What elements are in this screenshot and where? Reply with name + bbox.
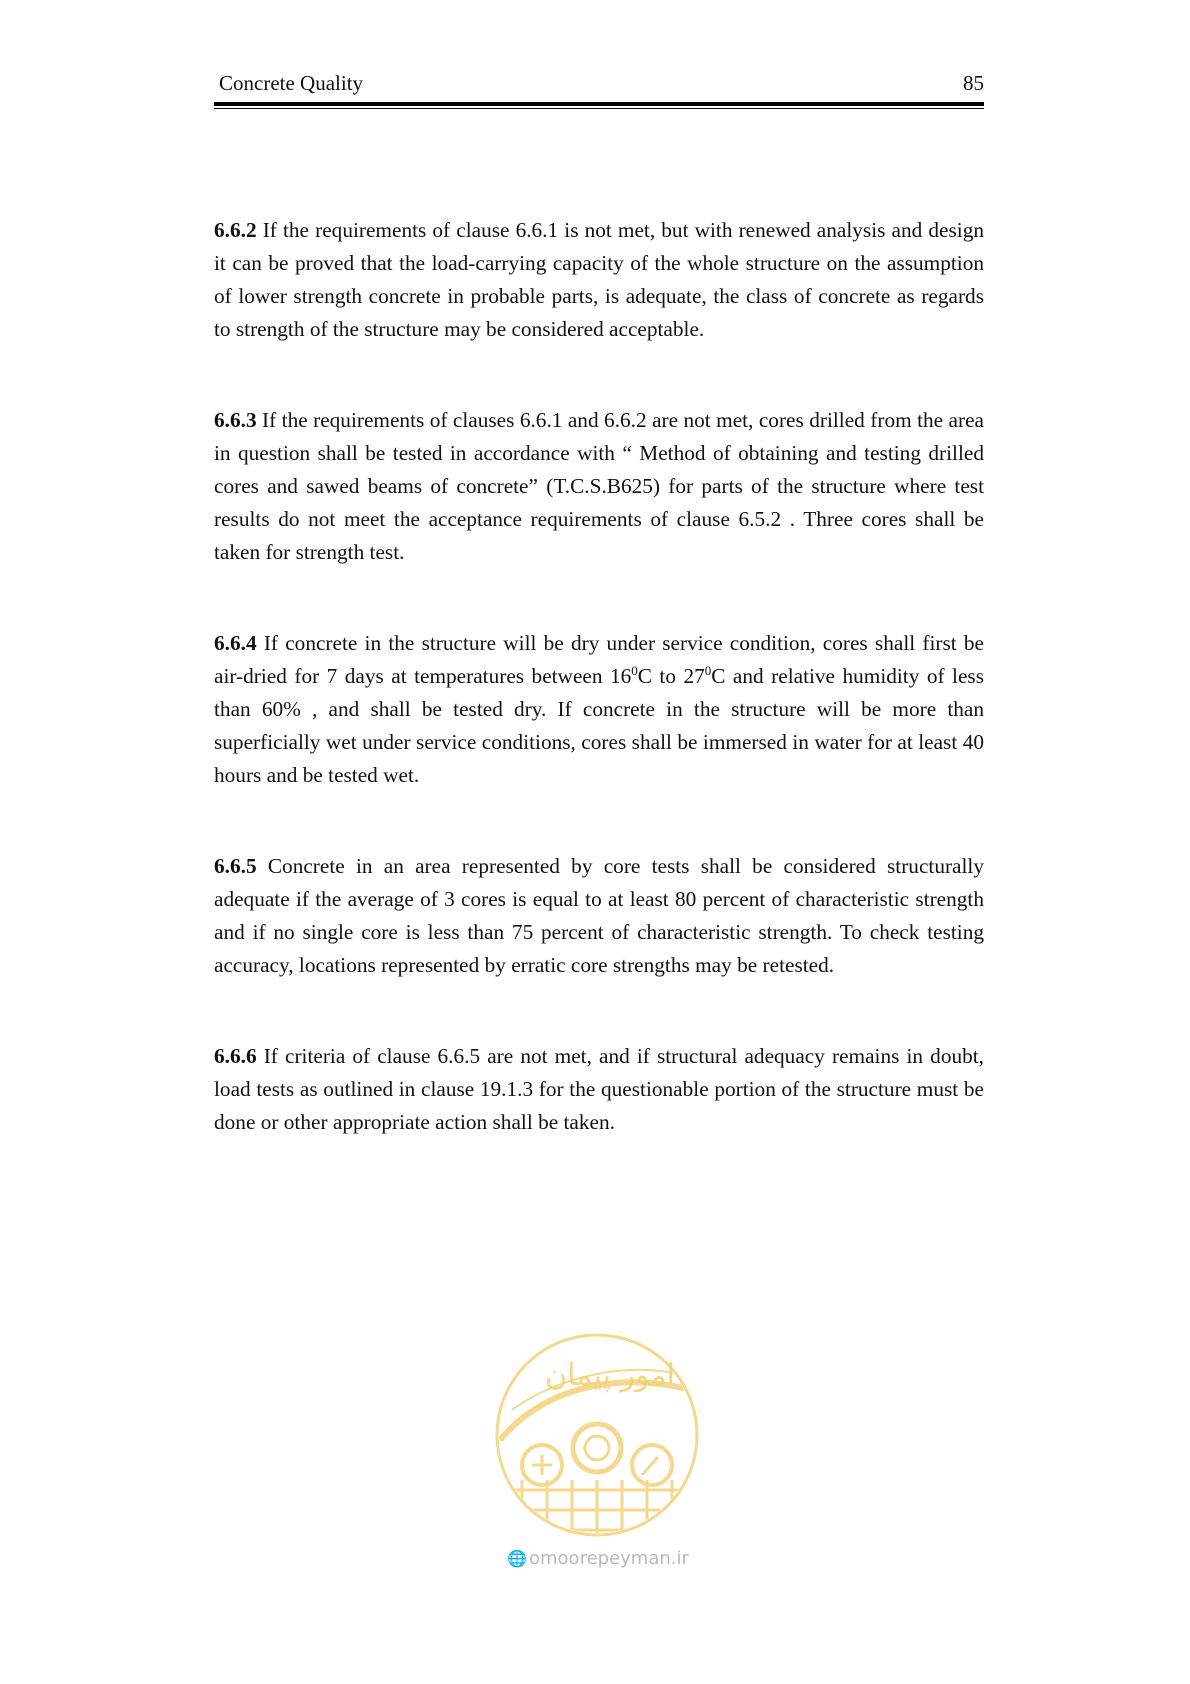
watermark-logo-text: امور پیمان	[545, 1358, 675, 1393]
clause-number: 6.6.5	[214, 854, 257, 878]
clause-6-6-3	[214, 404, 984, 569]
watermark-url-text: omoorepeyman.ir	[529, 1548, 689, 1569]
header-rule-thin	[214, 108, 984, 109]
globe-icon: 🌐	[507, 1549, 527, 1568]
page-header	[214, 70, 984, 96]
clause-6-6-6	[214, 1040, 984, 1139]
watermark-logo	[492, 1330, 702, 1540]
watermark-url	[480, 1548, 716, 1569]
clause-text: If the requirements of clauses 6.6.1 and 6.6.2 are not met, cores drilled from the area in question shall be tested in accordance with “ Method of obtaining and testing drilled cores and sawed beams of concrete” (T.C.S.B625) for parts of the structure where test results do not meet the acceptance requirements of clause 6.5.2 . Three cores shall be taken for strength test.	[214, 408, 984, 564]
clause-6-6-5	[214, 850, 984, 982]
clause-number: 6.6.4	[214, 631, 257, 655]
clause-number: 6.6.2	[214, 218, 257, 242]
clause-text-part: If concrete in the structure will be dry under service condition, cores shall first be air-dried for 7 days at temperatures between 16	[214, 631, 984, 688]
clause-number: 6.6.6	[214, 1044, 257, 1068]
clause-text: If criteria of clause 6.6.5 are not met, and if structural adequacy remains in doubt, load tests as outlined in clause 19.1.3 for the questionable portion of the structure must be done or other appropriate action shall be taken.	[214, 1044, 985, 1134]
clause-number: 6.6.3	[214, 408, 257, 432]
superscript-degree: 0	[704, 663, 712, 678]
page-body	[214, 214, 984, 1139]
clause-text-part: C to 27	[637, 664, 705, 688]
clause-text-part: C and relative humidity of less than 60% , and shall be tested dry. If concrete in the structure will be more than superficially wet under service conditions, cores shall be immersed in water for at least 40 hours and be tested wet.	[214, 664, 984, 787]
clause-text: If the requirements of clause 6.6.1 is not met, but with renewed analysis and design it can be proved that the load-carrying capacity of the whole structure on the assumption of lower strength concrete in probable parts, is adequate, the class of concrete as regards to strength of the structure may be considered acceptable.	[214, 218, 984, 341]
clause-text: Concrete in an area represented by core tests shall be considered structurally adequate if the average of 3 cores is equal to at least 80 percent of characteristic strength and if no single core is less than 75 percent of characteristic strength. To check testing accuracy, locations represented by erratic core strengths may be retested.	[214, 854, 984, 977]
clause-6-6-2	[214, 214, 984, 346]
page-number: 85	[963, 71, 984, 95]
clause-6-6-4	[214, 627, 984, 792]
header-rule-thick	[214, 102, 984, 106]
superscript-degree: 0	[631, 663, 638, 678]
running-title: Concrete Quality	[219, 71, 364, 95]
